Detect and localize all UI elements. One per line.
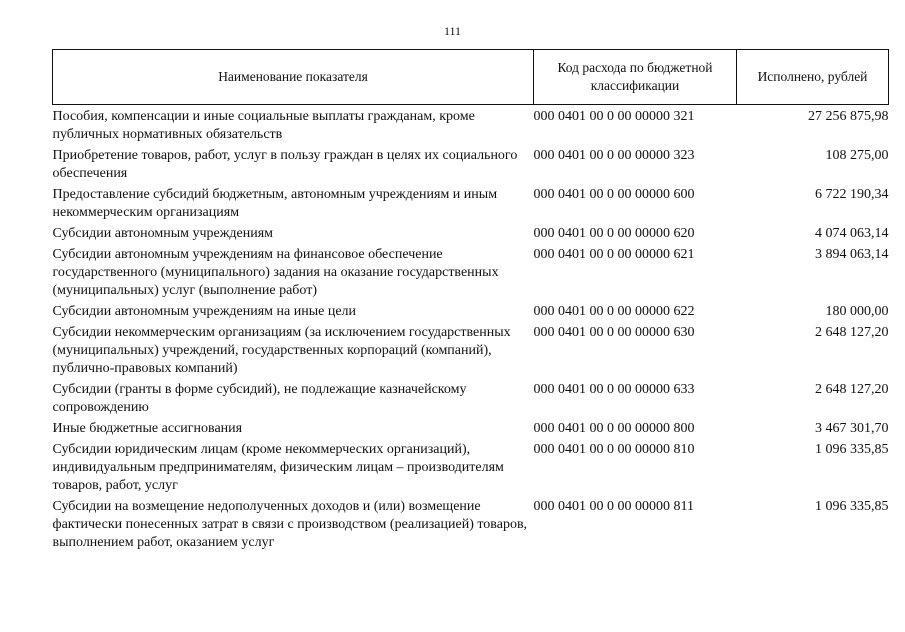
table-row: [53, 323, 889, 380]
header-name: Наименование показателя: [53, 50, 534, 105]
row-code: 000 0401 00 0 00 00000 323: [533, 148, 695, 163]
row-amount: 2 648 127,20: [815, 382, 889, 397]
row-amount: 1 096 335,85: [815, 499, 889, 514]
table-row: [53, 146, 889, 185]
table-row: [53, 440, 889, 497]
row-code: 000 0401 00 0 00 00000 811: [533, 499, 694, 514]
budget-table: [52, 49, 889, 554]
table-row: [53, 497, 889, 554]
row-code: 000 0401 00 0 00 00000 810: [533, 442, 695, 457]
table-header-row: [53, 50, 889, 105]
row-code: 000 0401 00 0 00 00000 633: [533, 382, 695, 397]
table-row: [53, 245, 889, 302]
row-code: 000 0401 00 0 00 00000 600: [533, 187, 695, 202]
table-row: [53, 419, 889, 440]
table-row: [53, 302, 889, 323]
row-code: 000 0401 00 0 00 00000 622: [533, 304, 695, 319]
header-code: Код расхода по бюджетной классификации: [534, 50, 737, 105]
row-code: 000 0401 00 0 00 00000 630: [533, 325, 695, 340]
row-amount: 4 074 063,14: [815, 226, 889, 241]
table-row: [53, 105, 889, 147]
table-row: [53, 380, 889, 419]
row-name: Субсидии автономным учреждениям: [52, 226, 274, 241]
row-name: Пособия, компенсации и иные социальные выплаты гражданам, кроме публичных нормативных обязательств: [52, 109, 475, 142]
row-name: Субсидии на возмещение недополученных доходов и (или) возмещение фактически понесенных затрат в связи с производством (реализацией) товаров, выполнением работ, оказанием услуг: [52, 499, 528, 550]
row-name: Субсидии (гранты в форме субсидий), не подлежащие казначейскому сопровождению: [52, 382, 467, 415]
row-amount: 2 648 127,20: [815, 325, 889, 340]
row-name: Субсидии автономным учреждениям на финансовое обеспечение государственного (муниципального) задания на оказание государственных (муниципальных) услуг (выполнение работ): [52, 247, 499, 298]
row-code: 000 0401 00 0 00 00000 621: [533, 247, 695, 262]
table-row: [53, 224, 889, 245]
row-amount: 108 275,00: [825, 148, 889, 163]
header-amount: Исполнено, рублей: [737, 50, 889, 105]
row-code: 000 0401 00 0 00 00000 620: [533, 226, 695, 241]
row-name: Субсидии автономным учреждениям на иные цели: [52, 304, 357, 319]
row-name: Субсидии некоммерческим организациям (за исключением государственных (муниципальных) учреждений, государственных корпораций (компаний), публично-правовых компаний): [52, 325, 511, 376]
row-amount: 6 722 190,34: [815, 187, 889, 202]
row-amount: 180 000,00: [825, 304, 889, 319]
row-code: 000 0401 00 0 00 00000 800: [533, 421, 695, 436]
row-name: Приобретение товаров, работ, услуг в пользу граждан в целях их социального обеспечения: [52, 148, 518, 181]
row-code: 000 0401 00 0 00 00000 321: [533, 109, 695, 124]
row-amount: 3 894 063,14: [815, 247, 889, 262]
row-amount: 27 256 875,98: [808, 109, 889, 124]
row-name: Субсидии юридическим лицам (кроме некоммерческих организаций), индивидуальным предпринимателям, физическим лицам – производителям товаров, работ, услуг: [52, 442, 504, 493]
row-name: Предоставление субсидий бюджетным, автономным учреждениям и иным некоммерческим организациям: [52, 187, 498, 220]
page-number: 111: [443, 24, 462, 38]
row-amount: 3 467 301,70: [815, 421, 889, 436]
table-row: [53, 185, 889, 224]
row-name: Иные бюджетные ассигнования: [52, 421, 243, 436]
row-amount: 1 096 335,85: [815, 442, 889, 457]
